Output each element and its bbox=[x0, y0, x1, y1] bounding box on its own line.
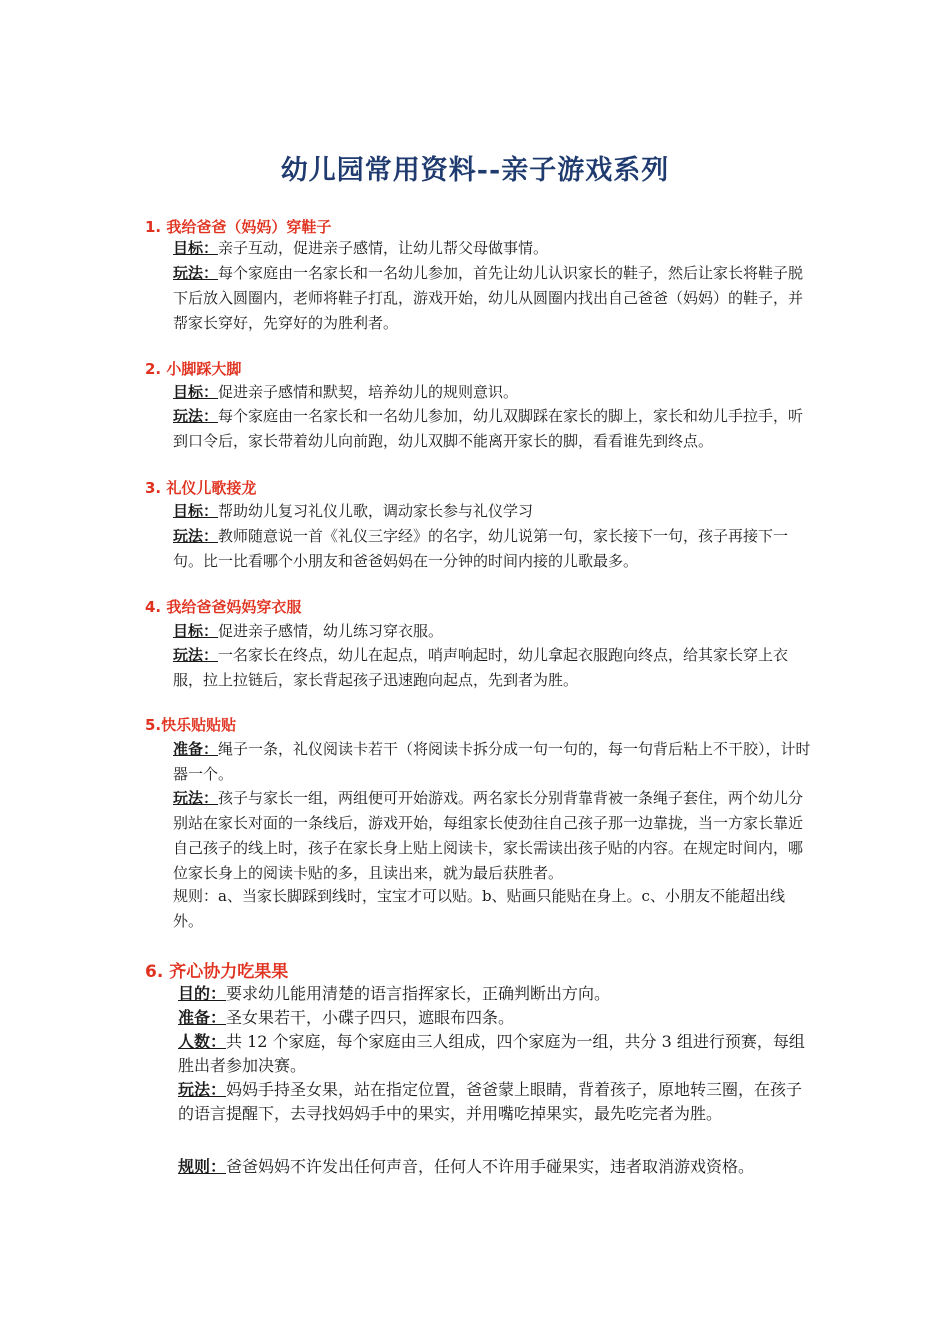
people-text: 共 12 个家庭，每个家庭由三人组成，四个家庭为一组，共分 3 组进行预赛，每组胜出者参加决赛。 bbox=[178, 1032, 805, 1075]
people-label: 人数： bbox=[178, 1032, 227, 1051]
rules-text: 爸爸妈妈不许发出任何声音，任何人不许用手碰果实，违者取消游戏资格。 bbox=[226, 1157, 755, 1176]
goal-label: 目标： bbox=[173, 383, 219, 401]
rules-label: 规则： bbox=[178, 1157, 227, 1176]
section-5-rules bbox=[173, 884, 813, 934]
section-1-goal bbox=[173, 236, 813, 261]
section-6-people bbox=[178, 1030, 813, 1078]
goal-label: 目标： bbox=[173, 239, 219, 257]
goal-text: 帮助幼儿复习礼仪儿歌，调动家长参与礼仪学习 bbox=[218, 502, 534, 520]
goal-label: 目标： bbox=[173, 622, 219, 640]
section-3-goal bbox=[173, 499, 813, 524]
play-text: 每个家庭由一名家长和一名幼儿参加，幼儿双脚踩在家长的脚上，家长和幼儿手拉手，听到口令后，家长带着幼儿向前跑，幼儿双脚不能离开家长的脚，看看谁先到终点。 bbox=[173, 407, 804, 450]
prep-label: 准备： bbox=[178, 1008, 227, 1027]
section-heading-2: 2. 小脚踩大脚 bbox=[145, 360, 242, 378]
section-5-prep bbox=[173, 737, 813, 787]
section-1-play bbox=[173, 261, 813, 336]
play-text: 孩子与家长一组，两组便可开始游戏。两名家长分别背靠背被一条绳子套住，两个幼儿分别站在家长对面的一条线后，游戏开始，每组家长使劲往自己孩子那一边靠拢，当一方家长靠近自己孩子的线上时，孩子在家长身上贴上阅读卡，家长需读出孩子贴的内容。在规定时间内，哪位家长身上的阅读卡贴的多，且读出来，就为最后获胜者。 bbox=[173, 789, 804, 882]
play-label: 玩法： bbox=[173, 646, 219, 664]
section-heading-5: 5.快乐贴贴贴 bbox=[145, 716, 237, 734]
rules-text: 规则：a、当家长脚踩到线时，宝宝才可以贴。b、贴画只能贴在身上。c、小朋友不能超出线外。 bbox=[173, 887, 785, 930]
play-text: 一名家长在终点，幼儿在起点，哨声响起时，幼儿拿起衣服跑向终点，给其家长穿上衣服，拉上拉链后，家长背起孩子迅速跑向起点，先到者为胜。 bbox=[173, 646, 789, 689]
goal-text: 促进亲子感情和默契，培养幼儿的规则意识。 bbox=[218, 383, 519, 401]
play-label: 玩法： bbox=[178, 1080, 227, 1099]
section-2-play bbox=[173, 404, 813, 454]
section-6-rules bbox=[178, 1155, 813, 1179]
play-label: 玩法： bbox=[173, 407, 219, 425]
section-6-prep bbox=[178, 1006, 813, 1030]
prep-text: 圣女果若干，小碟子四只，遮眼布四条。 bbox=[226, 1008, 515, 1027]
play-text: 教师随意说一首《礼仪三字经》的名字，幼儿说第一句，家长接下一句，孩子再接下一句。比一比看哪个小朋友和爸爸妈妈在一分钟的时间内接的儿歌最多。 bbox=[173, 527, 789, 570]
goal-text: 促进亲子感情，幼儿练习穿衣服。 bbox=[218, 622, 444, 640]
section-heading-6: 6. 齐心协力吃果果 bbox=[145, 962, 289, 982]
section-6-aim bbox=[178, 982, 813, 1006]
play-label: 玩法： bbox=[173, 789, 219, 807]
section-4-play bbox=[173, 643, 813, 693]
section-5-play bbox=[173, 786, 813, 886]
aim-text: 要求幼儿能用清楚的语言指挥家长，正确判断出方向。 bbox=[226, 984, 611, 1003]
play-text: 妈妈手持圣女果，站在指定位置，爸爸蒙上眼睛，背着孩子，原地转三圈，在孩子的语言提醒下，去寻找妈妈手中的果实，并用嘴吃掉果实，最先吃完者为胜。 bbox=[178, 1080, 803, 1123]
section-4-goal bbox=[173, 619, 813, 644]
page-title: 幼儿园常用资料--亲子游戏系列 bbox=[280, 155, 670, 186]
goal-label: 目标： bbox=[173, 502, 219, 520]
section-heading-3: 3. 礼仪儿歌接龙 bbox=[145, 479, 257, 497]
prep-label: 准备： bbox=[173, 740, 219, 758]
aim-label: 目的： bbox=[178, 984, 227, 1003]
section-3-play bbox=[173, 524, 813, 574]
section-heading-4: 4. 我给爸爸妈妈穿衣服 bbox=[145, 598, 302, 616]
section-6-play bbox=[178, 1078, 813, 1126]
play-label: 玩法： bbox=[173, 527, 219, 545]
play-label: 玩法： bbox=[173, 264, 219, 282]
play-text: 每个家庭由一名家长和一名幼儿参加，首先让幼儿认识家长的鞋子，然后让家长将鞋子脱下后放入圆圈内，老师将鞋子打乱，游戏开始，幼儿从圆圈内找出自己爸爸（妈妈）的鞋子，并帮家长穿好，先穿好的为胜利者。 bbox=[173, 264, 804, 332]
goal-text: 亲子互动，促进亲子感情，让幼儿帮父母做事情。 bbox=[218, 239, 549, 257]
section-heading-1: 1. 我给爸爸（妈妈）穿鞋子 bbox=[145, 218, 332, 236]
section-2-goal bbox=[173, 380, 813, 405]
prep-text: 绳子一条，礼仪阅读卡若干（将阅读卡拆分成一句一句的，每一句背后粘上不干胶），计时器一个。 bbox=[173, 740, 811, 783]
